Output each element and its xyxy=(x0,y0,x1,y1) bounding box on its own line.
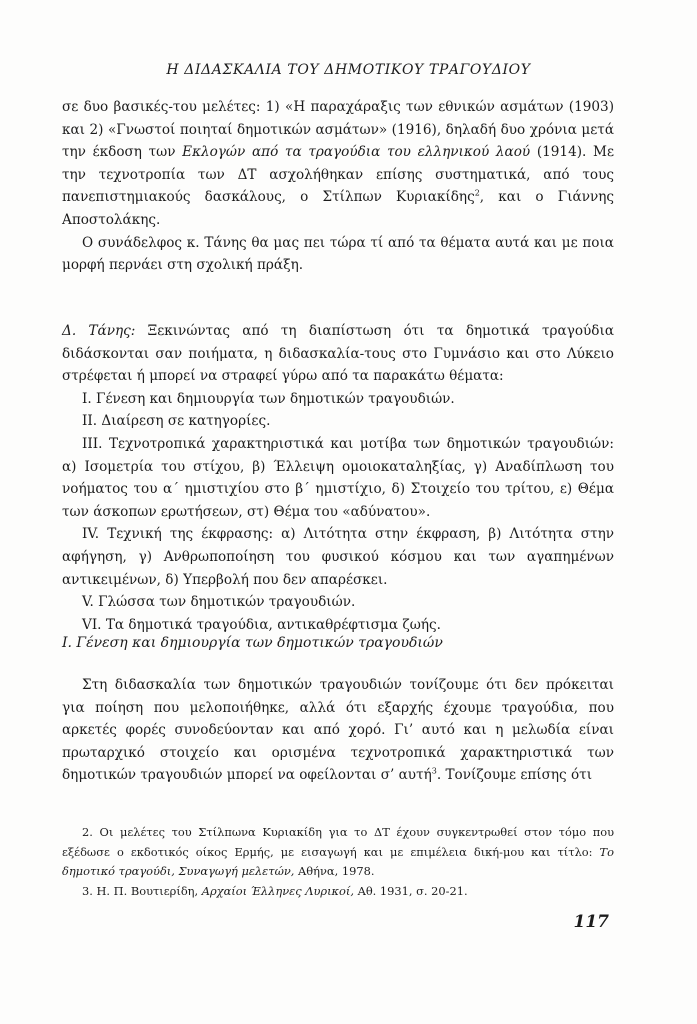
section-text-a: Στη διδασκαλία των δημοτικών τραγουδιών τονίζουμε ότι δεν πρόκειται για ποίηση που μελοποιήθηκε, αλλά ότι εξαρχής έχουμε τραγούδια, που αρκετές φορές συνοδεύονταν και από χορό. Γι’ αυτό και η μελωδία είναι πρωταρχικό στοιχείο και ορισμένα τεχνοτροπικά χαρακτηριστικά των δημοτικών τραγουδιών μπορεί να οφείλονται σ’ αυτή xyxy=(62,677,614,784)
topic-item-6: VI. Τα δημοτικά τραγούδια, αντικαθρέφτισμα ζωής. xyxy=(82,616,441,633)
topic-item-1: I. Γένεση και δημιουργία των δημοτικών τραγουδιών. xyxy=(82,390,455,407)
intro-text-b: (1914). Με την τεχνοτροπία των ΔΤ ασχολήθηκαν επίσης συστηματικά, από τους πανεπιστημιακούς δασκάλους, ο Στίλπων Κυριακίδης xyxy=(62,144,614,206)
footnote-ref-2: 2 xyxy=(474,188,480,198)
section-body xyxy=(62,674,614,787)
footnote-ref-3: 3 xyxy=(431,766,437,776)
intro-paragraph-1 xyxy=(62,96,614,232)
footnote-2-title: Το δημοτικό τραγούδι, Συναγωγή μελετών, xyxy=(62,844,614,879)
footnote-2-end: Αθήνα, 1978. xyxy=(294,864,375,879)
footnote-2 xyxy=(62,823,614,882)
footnotes xyxy=(62,823,614,901)
topic-item-3: III. Τεχνοτροπικά χαρακτηριστικά και μοτίβα των δημοτικών τραγουδιών: α) Ισομετρία του στίχου, β) Έλλειψη ομοιοκαταληξίας, γ) Αναδίπλωση του νοήματος του α΄ ημιστιχίου στο β΄ ημιστίχιο, δ) Στοιχείο του τρίτου, ε) Θέμα των άσκοπων ερωτήσεων, στ) Θέμα του «αδύνατου». xyxy=(62,435,614,520)
intro-paragraph-2: Ο συνάδελφος κ. Τάνης θα μας πει τώρα τί από τα θέματα αυτά και με ποια μορφή περνάει στη σχολική πράξη. xyxy=(62,234,614,274)
topic-item-4: IV. Τεχνική της έκφρασης: α) Λιτότητα στην έκφραση, β) Λιτότητα στην αφήγηση, γ) Ανθρωποποίηση του φυσικού κόσμου και των αγαπημένων αντικειμένων, δ) Υπερβολή που δεν απαρέσκει. xyxy=(62,526,614,588)
intro-text-c: , και ο Γιάννης Αποστολάκης. xyxy=(62,189,614,228)
speaker-name: Δ. Τάνης: xyxy=(62,323,136,339)
footnote-2-text: 2. Οι μελέτες του Στίλπωνα Κυριακίδη για το ΔΤ έχουν συγκεντρωθεί στον τόμο που εξέδωσε ο εκδοτικός οίκος Ερμής, με εισαγωγή και με επιμέλεια δική-μου και τίτλο: xyxy=(62,825,614,859)
intro-block xyxy=(62,96,614,277)
section-heading: I. Γένεση και δημιουργία των δημοτικών τραγουδιών xyxy=(62,635,443,651)
section-paragraph xyxy=(62,674,614,787)
tanis-opening-text: Ξεκινώντας από τη διαπίστωση ότι τα δημοτικά τραγούδια διδάσκονται σαν ποιήματα, η διδασκαλία-τους στο Γυμνάσιο και στο Λύκειο στρέφεται ή μπορεί να στραφεί γύρω από τα παρακάτω θέματα: xyxy=(62,323,614,385)
book-title-italic: Εκλογών από τα τραγούδια του ελληνικού λαού xyxy=(182,144,531,161)
running-head: Η ΔΙΔΑΣΚΑΛΙΑ ΤΟΥ ΔΗΜΟΤΙΚΟΥ ΤΡΑΓΟΥΔΙΟΥ xyxy=(166,62,531,78)
footnote-3-end: Αθ. 1931, σ. 20-21. xyxy=(353,883,468,898)
intro-text-a: σε δυο βασικές-του μελέτες: 1) «Η παραχάραξις των εθνικών ασμάτων (1903) και 2) «Γνωστοί ποιηταί δημοτικών ασμάτων» (1916), δηλαδή δυο χρόνια μετά την έκδοση των xyxy=(62,99,614,161)
tanis-opening xyxy=(62,320,614,388)
page-number: 117 xyxy=(573,912,609,932)
topic-item-2: II. Διαίρεση σε κατηγορίες. xyxy=(82,413,271,430)
tanis-block xyxy=(62,320,614,636)
footnote-3-title: Αρχαίοι Έλληνες Λυρικοί, xyxy=(201,883,354,898)
footnote-3-text: 3. Η. Π. Βουτιερίδη, xyxy=(82,883,202,898)
footnote-3 xyxy=(62,882,614,902)
topic-item-5: V. Γλώσσα των δημοτικών τραγουδιών. xyxy=(82,594,356,611)
section-text-b: . Τονίζουμε επίσης ότι xyxy=(436,767,593,784)
